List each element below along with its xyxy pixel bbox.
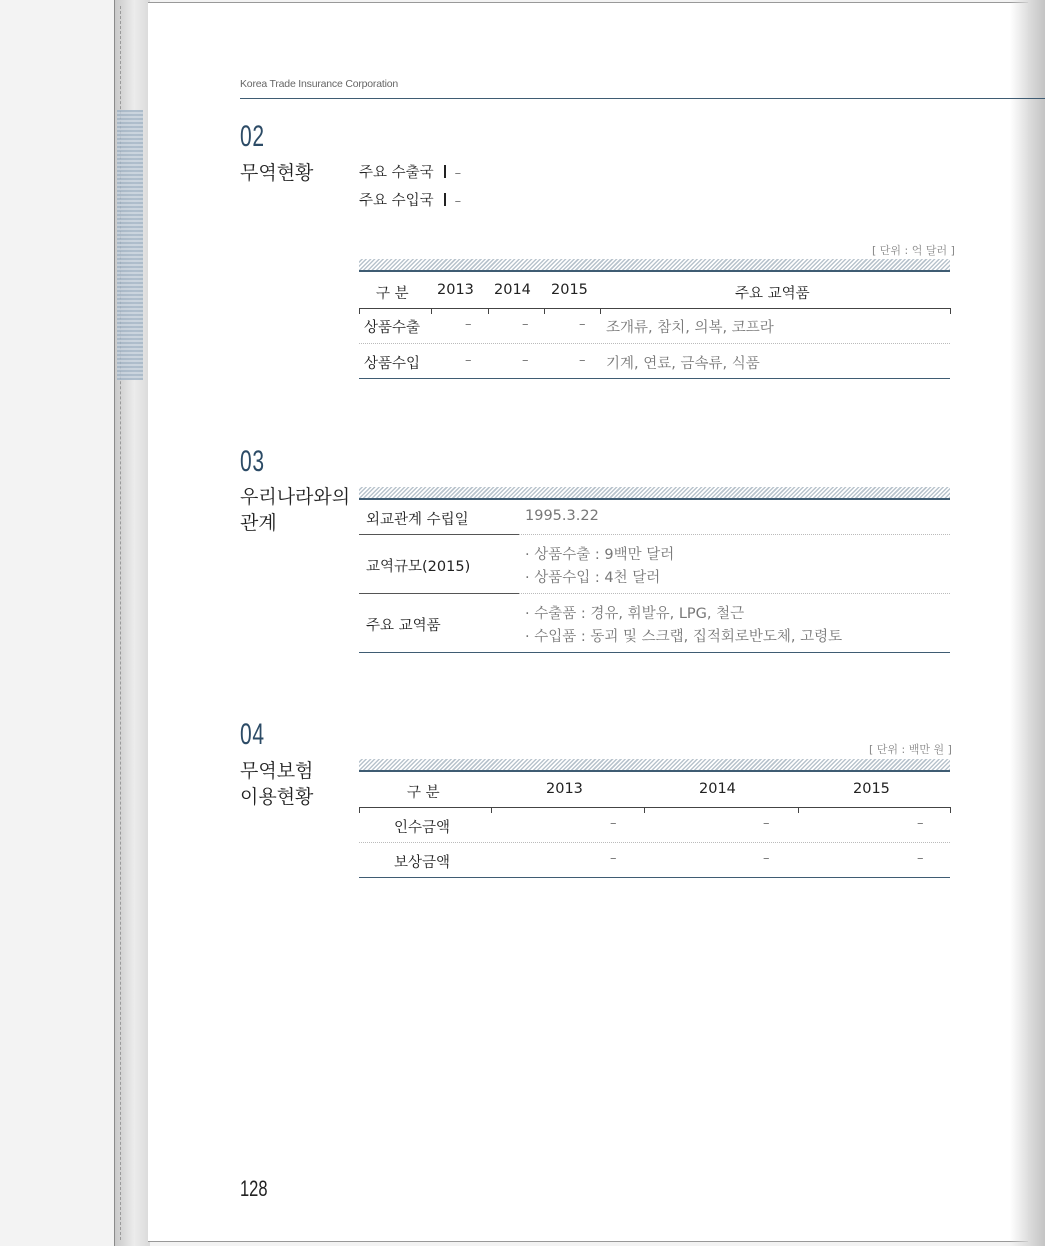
row-value-line: · 수출품 : 경유, 휘발유, LPG, 철근: [525, 606, 745, 622]
relations-table-top-band: [359, 487, 950, 500]
trade-table-unit: [ 단위 : 억 달러 ]: [872, 244, 955, 257]
insurance-table-unit: [ 단위 : 백만 원 ]: [869, 743, 952, 756]
row-value: 1995.3.22: [525, 508, 599, 524]
row-label: 인수금액: [394, 820, 451, 836]
header-bracket: [798, 807, 951, 813]
col-header-category: 구 분: [407, 785, 440, 801]
row-label: 상품수입: [364, 356, 421, 372]
col-header-main-items: 주요 교역품: [735, 286, 810, 302]
section-04-number: 04: [240, 718, 265, 751]
header-rule: [240, 98, 1045, 99]
page-number: 128: [240, 1176, 268, 1201]
value-2013: –: [465, 317, 472, 332]
label-divider: [359, 593, 519, 594]
value-2014: –: [763, 816, 770, 831]
import-value: –: [454, 194, 462, 209]
row-label: 교역규모(2015): [366, 559, 471, 575]
col-header-category: 구 분: [376, 286, 409, 302]
row-label: 주요 교역품: [366, 618, 441, 634]
col-header-2013: 2013: [546, 781, 583, 797]
header-bracket: [359, 807, 491, 813]
row-label: 상품수출: [364, 320, 421, 336]
table-bottom-rule: [359, 378, 950, 379]
import-label: 주요 수입국: [359, 193, 434, 209]
header-bracket: [359, 308, 431, 314]
header-bracket: [544, 308, 600, 314]
row-divider: [359, 343, 950, 344]
header-bracket: [431, 308, 488, 314]
section-03-title: 우리나라와의 관계: [240, 486, 351, 534]
label-divider: [359, 534, 519, 535]
row-value-line: · 상품수출 : 9백만 달러: [525, 547, 675, 563]
value-2015: –: [917, 816, 924, 831]
row-label: 외교관계 수립일: [366, 512, 469, 528]
main-export-countries: [359, 161, 461, 182]
section-03-number: 03: [240, 445, 265, 478]
header-bracket: [644, 807, 798, 813]
value-2013: –: [610, 851, 617, 866]
row-divider: [519, 593, 950, 594]
value-2014: –: [522, 317, 529, 332]
export-value: –: [454, 166, 462, 181]
col-header-2015: 2015: [853, 781, 890, 797]
value-2015: –: [579, 317, 586, 332]
section-04-title: 무역보험 이용현황: [240, 760, 314, 808]
value-2014: –: [522, 353, 529, 368]
header-bracket: [491, 807, 644, 813]
trade-table-top-band: [359, 259, 950, 272]
value-2013: –: [465, 353, 472, 368]
value-2015: –: [579, 353, 586, 368]
main-items: 기계, 연료, 금속류, 식품: [606, 356, 760, 372]
row-divider: [519, 534, 950, 535]
insurance-table-top-band: [359, 759, 950, 772]
col-header-2014: 2014: [699, 781, 736, 797]
row-value-line: · 수입품 : 동괴 및 스크랩, 집적회로반도체, 고령토: [525, 629, 843, 645]
book-spine-edge: [114, 0, 150, 1246]
table-bottom-rule: [359, 652, 950, 653]
value-2013: –: [610, 816, 617, 831]
value-2014: –: [763, 851, 770, 866]
header-bracket: [600, 308, 951, 314]
row-divider: [359, 842, 950, 843]
value-2015: –: [917, 851, 924, 866]
table-bottom-rule: [359, 877, 950, 878]
main-items: 조개류, 참치, 의복, 코프라: [606, 320, 774, 336]
main-import-countries: [359, 189, 461, 210]
col-header-2014: 2014: [494, 282, 531, 298]
section-02-title: 무역현황: [240, 162, 314, 184]
header-bracket: [488, 308, 544, 314]
row-label: 보상금액: [394, 855, 451, 871]
row-value-line: · 상품수입 : 4천 달러: [525, 570, 661, 586]
section-02-number: 02: [240, 120, 265, 153]
divider-bar: [444, 193, 446, 206]
col-header-2013: 2013: [437, 282, 474, 298]
export-label: 주요 수출국: [359, 165, 434, 181]
col-header-2015: 2015: [551, 282, 588, 298]
header-organization: Korea Trade Insurance Corporation: [240, 78, 398, 90]
page-fold-shadow: [1010, 0, 1045, 1246]
divider-bar: [444, 165, 446, 178]
